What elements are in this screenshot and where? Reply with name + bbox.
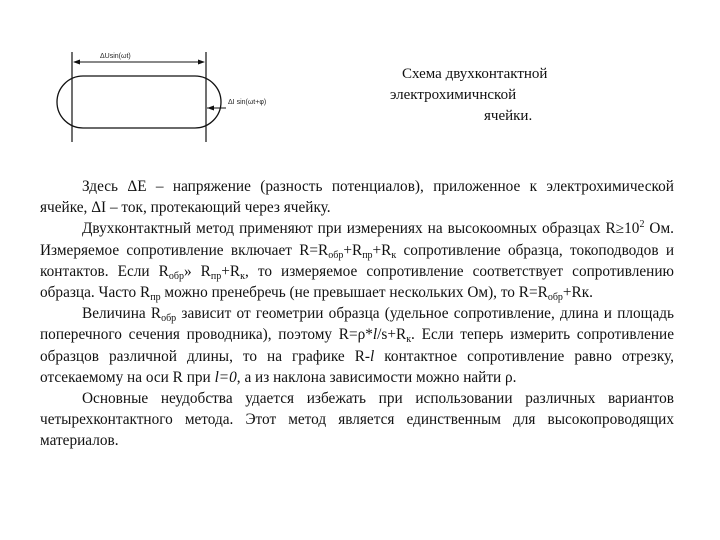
p2-text-e: сопротивление образца, токоподводов и контактов. Если R [40, 241, 675, 280]
p2-text-g: +R [221, 262, 241, 280]
italic-l: l [370, 347, 375, 365]
caption-line-2: электрохимичнской [390, 87, 517, 103]
subscript-obr: обр [168, 270, 184, 282]
p1-text-b: ΔE – напряжение (разность потенциалов), приложенное к электрохимической ячейке, ΔI – ток, протекающий через ячейку. [40, 178, 674, 217]
p2-text-i: можно пренебречь (не превышает нескольких Ом), то R=R [160, 284, 548, 302]
subscript-pr: пр [150, 292, 161, 304]
p1-text-a: Здесь [82, 178, 128, 195]
voltage-arrow-right-head [198, 60, 205, 65]
two-contact-cell-diagram [56, 46, 286, 156]
p2-text-b: Ом. Измеряемое сопротивление включает R=R [40, 220, 674, 259]
paragraph-1 [40, 176, 674, 218]
p2-text-d: +R [372, 241, 392, 259]
paragraph-2 [40, 218, 674, 303]
subscript-k: к [406, 334, 412, 346]
p3-text-c: /s+R [377, 326, 407, 344]
current-label: ΔI sin(ωt+φ) [228, 99, 267, 106]
p3-text-f: , а из наклона зависимости можно найти ρ. [236, 368, 517, 386]
caption-line-3: ячейки. [484, 108, 533, 124]
subscript-pr: пр [210, 270, 222, 282]
caption-line-1: Схема двухконтактной [402, 66, 548, 82]
italic-l: l [372, 326, 378, 344]
voltage-arrow-left-head [73, 60, 80, 65]
p2-text-h: , то измеряемое сопротивление соответствует сопротивлению образца. Часто R [40, 262, 674, 302]
p2-text-c: +R [343, 241, 363, 259]
cell-body [57, 76, 221, 128]
p4-text-a: Основные неудобства удается избежать при использовании различных вариантов четырехконтактного метода. Этот метод является единственным для высокопроводящих материалов. [40, 390, 674, 450]
paragraph-4 [40, 388, 674, 452]
p2-text-j: +Rк. [562, 284, 593, 302]
p3-text-b: зависит от геометрии образца (удельное сопротивление, длина и площадь поперечного сечения проводника), поэтому R=ρ* [40, 305, 674, 344]
current-arrow-head [207, 106, 214, 111]
p2-text-a: Двухконтактный метод применяют при измерениях на высокоомных образцах R≥10 [82, 220, 640, 238]
subscript-obr: обр [547, 292, 563, 304]
paragraph-3 [40, 303, 674, 388]
subscript-obr: обр [161, 313, 177, 325]
diagram-caption [380, 64, 630, 127]
subscript-obr: обр [328, 249, 344, 261]
p3-text-e: контактное сопротивление равно отрезку, отсекаемому на оси R при [40, 347, 675, 386]
subscript-pr: пр [362, 249, 373, 261]
exponent: 2 [639, 219, 645, 231]
italic-l-zero: l=0 [214, 368, 237, 386]
voltage-label: ΔUsin(ωt) [100, 53, 131, 60]
p2-text-f: » R [183, 262, 211, 280]
subscript-k: к [391, 249, 397, 261]
p3-text-a: Величина R [82, 305, 162, 323]
p3-text-d: . Если теперь измерить сопротивление образцов различной длины, то на графике R- [40, 326, 675, 365]
body-text [40, 176, 674, 452]
subscript-k: к [240, 270, 245, 282]
